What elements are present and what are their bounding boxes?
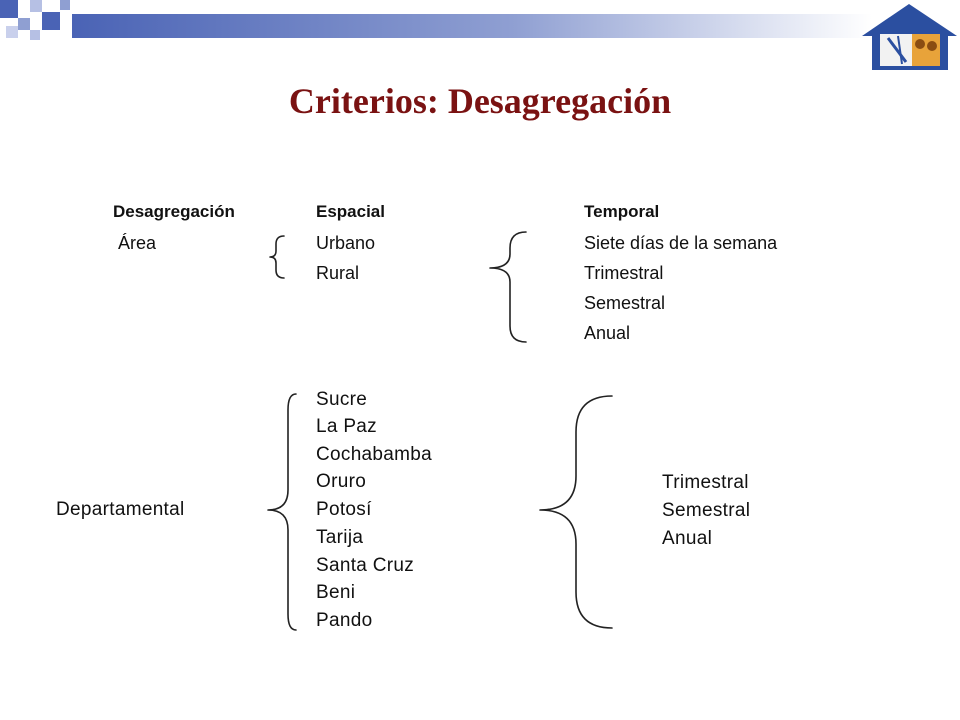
- department-item: Pando: [316, 610, 373, 631]
- temporal-item-dept: Semestral: [662, 500, 751, 521]
- area-label: Área: [118, 233, 157, 253]
- header-desagregacion: Desagregación: [113, 202, 235, 221]
- department-item: Sucre: [316, 389, 368, 410]
- department-item: Santa Cruz: [316, 555, 415, 576]
- department-item: Oruro: [316, 471, 367, 492]
- brace-temporal: [490, 232, 526, 342]
- temporal-item-dept: Trimestral: [662, 472, 749, 493]
- header-espacial: Espacial: [316, 202, 385, 221]
- departamental-label: Departamental: [56, 499, 185, 520]
- temporal-item: Siete días de la semana: [584, 233, 778, 253]
- temporal-item: Semestral: [584, 293, 666, 313]
- brace-departamental: [268, 394, 296, 630]
- department-item: Tarija: [316, 527, 364, 548]
- espacial-item: Rural: [316, 263, 360, 283]
- temporal-item: Trimestral: [584, 263, 664, 283]
- espacial-item: Urbano: [316, 233, 376, 253]
- department-item: La Paz: [316, 416, 377, 437]
- department-item: Beni: [316, 582, 356, 603]
- brace-dept-temporal: [540, 396, 612, 628]
- header-temporal: Temporal: [584, 202, 660, 221]
- temporal-item: Anual: [584, 323, 631, 343]
- brace-area: [270, 236, 284, 278]
- department-item: Cochabamba: [316, 444, 433, 465]
- slide-title: Criterios: Desagregación: [288, 81, 672, 121]
- temporal-item-dept: Anual: [662, 528, 713, 549]
- department-item: Potosí: [316, 499, 372, 520]
